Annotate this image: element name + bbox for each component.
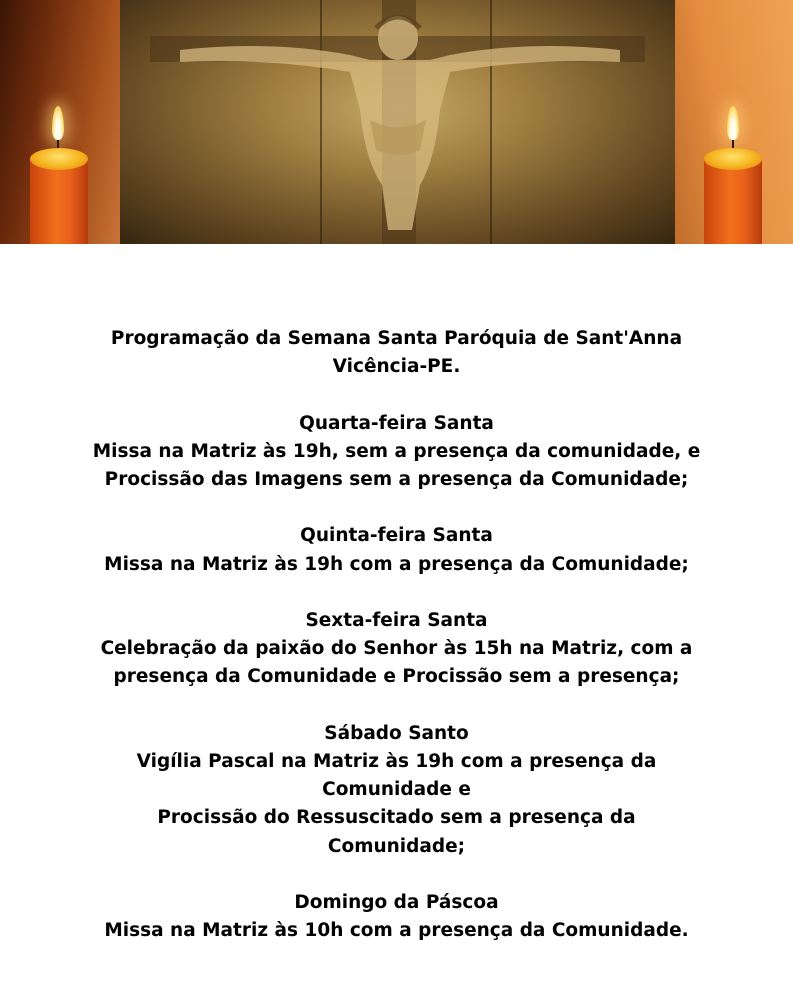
- day-detail-line: Procissão do Ressuscitado sem a presença da: [157, 807, 636, 829]
- schedule-location: Vicência-PE.: [332, 356, 461, 378]
- day-title: Quinta-feira Santa: [300, 525, 493, 547]
- day-block-saturday: [60, 720, 733, 861]
- day-detail-line: Celebração da paixão do Senhor às 15h na Matriz, com a: [100, 638, 693, 660]
- schedule-header: [60, 325, 733, 381]
- day-detail-line: Vigília Pascal na Matriz às 19h com a presença da: [136, 750, 657, 772]
- day-detail-line: Comunidade;: [327, 835, 466, 857]
- day-block-sunday: [60, 889, 733, 945]
- day-detail-line: presença da Comunidade e Procissão sem a presença;: [113, 666, 680, 688]
- crucifix-panel: [120, 0, 675, 244]
- candle-left-icon: [30, 156, 88, 244]
- day-detail-line: Missa na Matriz às 10h com a presença da Comunidade.: [104, 920, 689, 942]
- day-block-friday: [60, 607, 733, 692]
- schedule-title-line: Programação da Semana Santa Paróquia de Sant'Anna: [110, 328, 683, 349]
- candle-wick: [732, 140, 734, 148]
- day-block-wednesday: [60, 410, 733, 495]
- day-title: Quarta-feira Santa: [299, 412, 494, 434]
- candle-wick: [57, 140, 59, 148]
- day-detail-line: Comunidade e: [322, 779, 471, 801]
- schedule-text: [60, 325, 733, 974]
- day-detail-line: Missa na Matriz às 19h, sem a presença da comunidade, e: [92, 440, 701, 462]
- day-title: Sexta-feira Santa: [305, 609, 488, 631]
- day-title: Domingo da Páscoa: [294, 891, 499, 913]
- candle-right-icon: [704, 156, 762, 244]
- header-banner-image: [0, 0, 793, 244]
- day-block-thursday: [60, 522, 733, 578]
- crucifix-icon: [120, 0, 675, 244]
- day-detail-line: Missa na Matriz às 19h com a presença da Comunidade;: [104, 553, 689, 575]
- day-title: Sábado Santo: [324, 722, 469, 744]
- day-detail-line: Procissão das Imagens sem a presença da Comunidade;: [104, 469, 689, 490]
